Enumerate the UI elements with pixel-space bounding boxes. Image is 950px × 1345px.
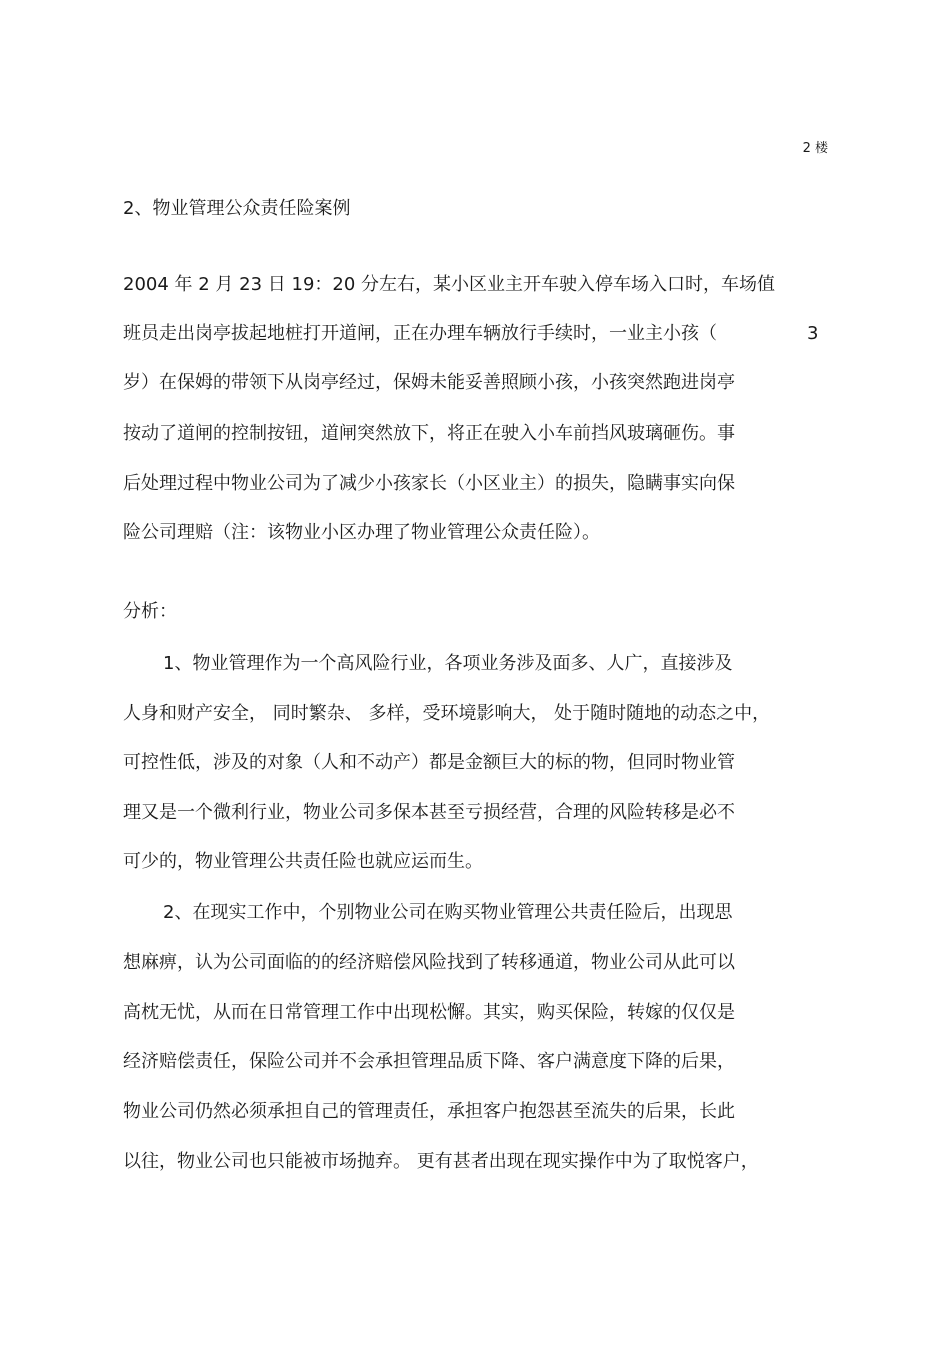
section-title: 2、物业管理公众责任险案例	[123, 198, 351, 219]
case-line-3: 岁）在保姆的带领下从岗亭经过，保姆未能妥善照顾小孩，小孩突然跑进岗亭	[123, 372, 735, 393]
analysis-p2-line-1: 2、在现实工作中，个别物业公司在购买物业管理公共责任险后，出现思	[163, 902, 733, 923]
analysis-heading: 分析：	[123, 601, 177, 622]
case-line-5: 后处理过程中物业公司为了减少小孩家长（小区业主）的损失，隐瞒事实向保	[123, 473, 735, 494]
analysis-p1-line-2: 人身和财产安全， 同时繁杂、 多样，受环境影响大， 处于随时随地的动态之中，	[123, 703, 771, 724]
analysis-p1-line-1: 1、物业管理作为一个高风险行业，各项业务涉及面多、人广，直接涉及	[163, 653, 733, 674]
analysis-p1-line-4: 理又是一个微利行业，物业公司多保本甚至亏损经营，合理的风险转移是必不	[123, 802, 735, 823]
analysis-p2-line-2: 想麻痹，认为公司面临的的经济赔偿风险找到了转移通道，物业公司从此可以	[123, 952, 735, 973]
analysis-p2-line-4: 经济赔偿责任，保险公司并不会承担管理品质下降、客户满意度下降的后果，	[123, 1051, 735, 1072]
case-line-1: 2004 年 2 月 23 日 19：20 分左右，某小区业主开车驶入停车场入口时，车场值	[123, 274, 776, 295]
analysis-p1-line-5: 可少的，物业管理公共责任险也就应运而生。	[123, 851, 483, 872]
page-header-floor: 2 楼	[802, 141, 828, 156]
analysis-p2-line-5: 物业公司仍然必须承担自己的管理责任，承担客户抱怨甚至流失的后果，长此	[123, 1101, 735, 1122]
case-line-2: 班员走出岗亭拔起地桩打开道闸，正在办理车辆放行手续时，一业主小孩（	[123, 323, 717, 344]
case-line-6: 险公司理赔（注：该物业小区办理了物业管理公众责任险）。	[123, 522, 600, 543]
case-line-4: 按动了道闸的控制按钮，道闸突然放下，将正在驶入小车前挡风玻璃砸伤。事	[123, 423, 735, 444]
analysis-p2-line-6: 以往，物业公司也只能被市场抛弃。 更有甚者出现在现实操作中为了取悦客户，	[123, 1151, 759, 1172]
analysis-p2-line-3: 高枕无忧，从而在日常管理工作中出现松懈。其实，购买保险，转嫁的仅仅是	[123, 1002, 735, 1023]
case-age-number: 3	[807, 323, 819, 344]
analysis-p1-line-3: 可控性低，涉及的对象（人和不动产）都是金额巨大的标的物，但同时物业管	[123, 752, 735, 773]
